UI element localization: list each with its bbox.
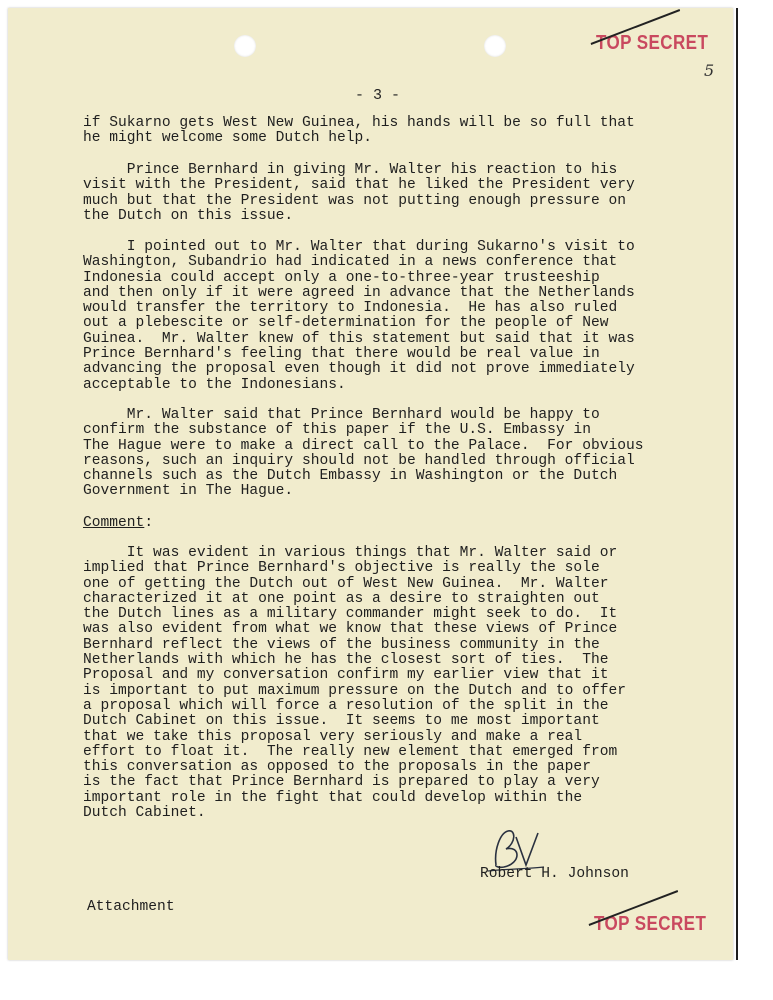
paragraph-bernhard-reaction: Prince Bernhard in giving Mr. Walter his reaction to his visit with the President, said that he liked the President very much but that the President was not putting enough pressure on the Dutch on this issue.: [83, 162, 635, 224]
signer-name: Robert H. Johnson: [480, 866, 629, 882]
attachment-label: Attachment: [87, 899, 175, 915]
paragraph-embassy-call: Mr. Walter said that Prince Bernhard would be happy to confirm the substance of this paper if the U.S. Embassy in The Hague were to make a direct call to the Palace. For obvious reasons, such an inquiry should not be handled through official channels such as the Dutch Embassy in Washington or the Dutch Government in The Hague.: [83, 407, 644, 500]
stamp-text: TOP SECRET: [596, 32, 709, 54]
page-number: - 3 -: [355, 87, 401, 104]
stamp-text: TOP SECRET: [594, 913, 707, 935]
punch-hole-right: [484, 35, 506, 57]
comment-heading: Comment:: [83, 515, 154, 531]
hand-mark: 5: [704, 61, 715, 80]
scan-margin-right: [738, 8, 773, 1000]
paragraph-continuation: if Sukarno gets West New Guinea, his hands will be so full that he might welcome some Dutch help.: [83, 115, 635, 147]
scan-margin-bottom: [0, 962, 773, 1000]
top-secret-stamp-header: [596, 32, 708, 55]
paragraph-subandrio: I pointed out to Mr. Walter that during Sukarno's visit to Washington, Subandrio had indicated in a news conference that Indonesia could accept only a one-to-three-year trusteeship and then only if it were agreed in advance that the Netherlands would transfer the territory to Indonesia. He has also ruled out a plebescite or self-determination for the people of New Guinea. Mr. Walter knew of this statement but said that it was Prince Bernhard's feeling that there would be real value in advancing the proposal even though it did not prove immediately acceptable to the Indonesians.: [83, 239, 635, 393]
top-secret-stamp-footer: [594, 913, 706, 936]
paragraph-comment: It was evident in various things that Mr. Walter said or implied that Prince Bernhard's objective is really the sole one of getting the Dutch out of West New Guinea. Mr. Walter characterized it at one point as a desire to straighten out the Dutch lines as a military commander might seek to do. It was also evident from what we know that these views of Prince Bernhard reflect the views of the business community in the Netherlands with which he has the closest sort of ties. The Proposal and my conversation confirm my earlier view that it is important to put maximum pressure on the Dutch and to offer a proposal which will force a resolution of the split in the Dutch Cabinet on this issue. It seems to me most important that we take this proposal very seriously and make a real effort to float it. The really new element that emerged from this conversation as opposed to the proposals in the paper is the fact that Prince Bernhard is prepared to play a very important role in the fight that could develop within the Dutch Cabinet.: [83, 545, 626, 822]
punch-hole-left: [234, 35, 256, 57]
